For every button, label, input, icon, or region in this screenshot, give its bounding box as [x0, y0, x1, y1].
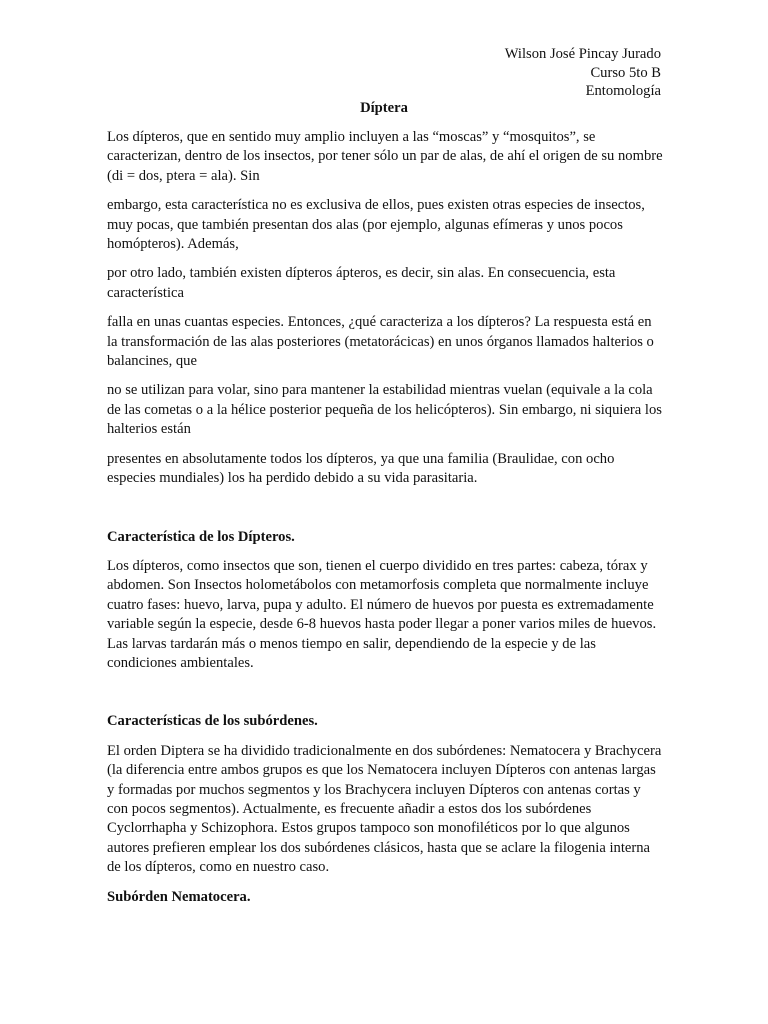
intro-paragraph-1: Los dípteros, que en sentido muy amplio incluyen a las “moscas” y “mosquitos”, se caracterizan, dentro de los insectos, por tener sólo un par de alas, de ahí el origen de su nombre (di = dos, ptera = ala). Sin	[107, 129, 663, 184]
author-name: Wilson José Pincay Jurado	[504, 46, 661, 62]
course-label: Curso 5to B	[590, 64, 661, 81]
intro-paragraph-4: falla en unas cuantas especies. Entonces, ¿qué caracteriza a los dípteros? La respuesta está en la transformación de las alas posteriores (metatorácicas) en unos órganos llamados halterios o balancines, que	[107, 314, 654, 370]
intro-paragraph-5: no se utilizan para volar, sino para mantener la estabilidad mientras vuelan (equivale a la cola de las cometas o a la hélice posterior pequeña de los helicópteros). Sin embargo, ni siquiera los halterios están	[107, 382, 662, 438]
section-spacer	[107, 499, 663, 528]
section-heading-nematocera: Subórden Nematocera.	[107, 888, 251, 905]
subject-label: Entomología	[585, 83, 661, 99]
section-spacer	[107, 683, 663, 712]
document-title: Díptera	[360, 100, 408, 116]
document-header	[505, 45, 661, 101]
section-heading-suborders: Características de los subórdenes.	[107, 713, 318, 730]
document-body	[107, 128, 663, 917]
section-text-characteristics: Los dípteros, como insectos que son, tienen el cuerpo dividido en tres partes: cabeza, tórax y abdomen. Son Insectos holometábolos con metamorfosis completa que normalmente incluye cuatro fases: huevo, larva, pupa y adulto. El número de huevos por puesta es extremadamente variable según la especie, desde 6-8 huevos hasta poder llegar a poner varios miles de huevos. Las larvas tardarán más o menos tiempo en salir, dependiendo de la especie y de las condiciones ambientales.	[107, 557, 657, 671]
intro-paragraph-3: por otro lado, también existen dípteros ápteros, es decir, sin alas. En consecuencia, esta característica	[107, 265, 616, 301]
intro-paragraph-6: presentes en absolutamente todos los dípteros, ya que una familia (Braulidae, con ocho especies mundiales) los ha perdido debido a su vida parasitaria.	[107, 450, 615, 487]
section-heading-characteristics: Característica de los Dípteros.	[107, 528, 295, 545]
section-text-suborders: El orden Diptera se ha dividido tradicionalmente en dos subórdenes: Nematocera y Brachycera (la diferencia entre ambos grupos es que los Nematocera incluyen Dípteros con antenas largas y formadas por muchos segmentos y los Brachycera incluyen Dípteros con antenas cortas y con pocos segmentos). Actualmente, es frecuente añadir a estos dos los subórdenes Cyclorrhapha y Schizophora. Estos grupos tampoco son monofiléticos por lo que algunos autores prefieren emplear los dos subórdenes clásicos, hasta que se aclare la filogenia interna de los dípteros, como en nuestro caso.	[107, 742, 662, 876]
intro-paragraph-2: embargo, esta característica no es exclusiva de ellos, pues existen otras especies de insectos, muy pocas, que también presentan dos alas (por ejemplo, algunas efímeras y unos pocos homópteros). Además,	[107, 197, 645, 253]
